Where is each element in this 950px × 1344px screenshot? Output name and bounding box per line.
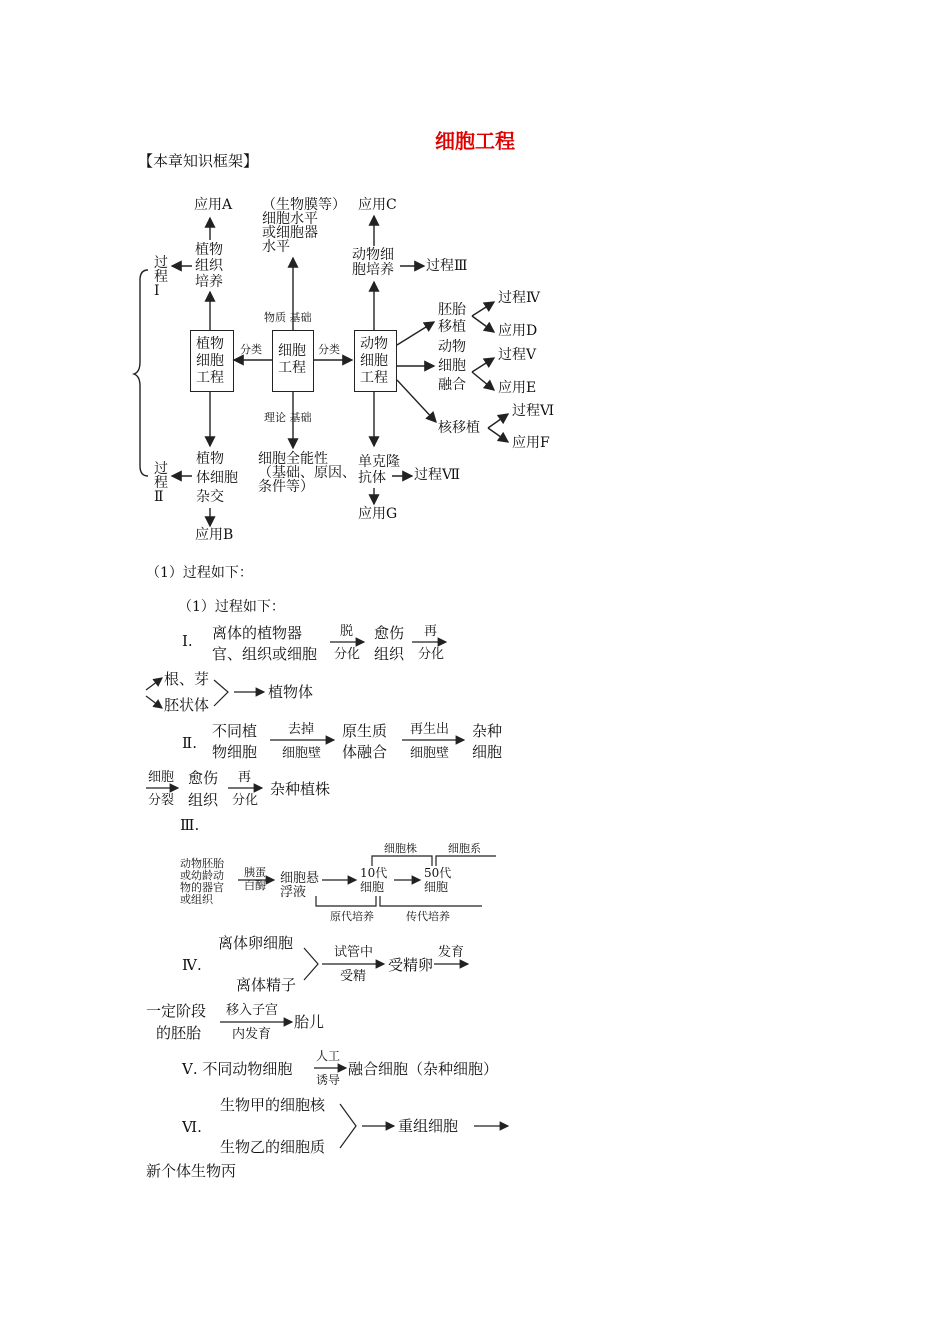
root-shoot: 根、芽 [164,670,210,688]
certain-stage: 一定阶段 [146,1002,207,1020]
intro-text-2: （1）过程如下： [178,599,285,615]
classify-left-label: 分类 [240,343,262,356]
application-f: 应用F [512,435,550,451]
fiftieth-generation-cells: 50代 细胞 [424,866,452,894]
isolated-sperm: 离体精子 [236,976,297,994]
process-1-source-line2: 官、组织或细胞 [212,645,318,663]
develop-label: 发育 [438,945,465,960]
membrane-level: （生物膜等） 细胞水平 或细胞器 水平 [262,197,346,255]
application-g: 应用G [358,506,398,522]
zygote: 受精卵 [388,956,434,974]
process-3-label: 过程Ⅲ [426,258,468,274]
cell-division-top: 细胞 [148,770,175,785]
intro-text-1: （1）过程如下： [146,565,253,581]
process-4-number: Ⅳ. [182,956,202,974]
page-title: 细胞工程 [435,129,515,153]
classify-right-label: 分类 [318,343,340,356]
callus2-line2: 组织 [188,791,219,809]
artificial-label: 人工 [316,1049,341,1063]
animal-tissue-source: 动物胚胎 或幼龄动 物的器官 或组织 [180,857,224,906]
process-6-label: 过程Ⅵ [512,403,555,419]
redifferentiation-top: 再 [424,624,438,639]
plant-tissue-culture: 植物 组织 培养 [195,242,223,290]
different-plant-line2: 物细胞 [212,743,258,761]
different-plant-line1: 不同植 [212,722,258,740]
plant-cell-engineering-box: 植物 细胞 工程 [190,330,234,392]
dedifferentiation-top: 脱 [340,624,354,639]
process-2-number: Ⅱ. [182,734,197,752]
process-5-text: Ⅴ. 不同动物细胞 [182,1060,293,1078]
animal-cell-engineering-box: 动物 细胞 工程 [354,330,397,392]
monoclonal-antibody: 单克隆 抗体 [358,454,400,486]
cell-suspension: 细胞悬 浮液 [280,871,320,900]
process-3-number: Ⅲ. [180,816,200,834]
redifferentiation-bottom: 分化 [418,647,445,662]
hybrid-cell-line2: 细胞 [472,743,503,761]
remove-wall-top: 去掉 [288,722,315,737]
embryo-transfer: 胚胎 移植 [438,302,466,335]
process-5-label: 过程Ⅴ [498,347,537,363]
redifferentiation2-bottom: 分化 [232,793,259,808]
cell-strain-label: 细胞株 [384,842,417,855]
protoplast-line1: 原生质 [342,722,388,740]
embryo: 的胚胎 [156,1024,202,1042]
transfer-uterus-top: 移入子宫 [226,1003,279,1018]
nucleus-of-a: 生物甲的细胞核 [220,1096,326,1114]
regenerate-wall-top: 再生出 [410,722,450,737]
fetus: 胎儿 [294,1013,325,1031]
primary-culture-label: 原代培养 [330,910,374,923]
embryoid: 胚状体 [164,696,210,714]
theory-basis: 理论 基础 [264,411,312,424]
redifferentiation2-top: 再 [238,770,252,785]
cell-division-bottom: 分裂 [148,793,175,808]
transfer-uterus-bottom: 内发育 [232,1027,272,1042]
reconstructed-cell: 重组细胞 [398,1117,459,1135]
process-4-label: 过程Ⅳ [498,290,540,306]
dedifferentiation-bottom: 分化 [334,647,361,662]
trypsin-label: 胰蛋 白酶 [244,866,266,892]
material-basis: 物质 基础 [264,311,312,324]
process-1-number: Ⅰ. [182,632,193,650]
isolated-egg: 离体卵细胞 [218,934,294,952]
subculture-label: 传代培养 [406,910,450,923]
process-1-source-line1: 离体的植物器 [212,624,303,642]
hybrid-cell-line1: 杂种 [472,722,503,740]
in-vitro-bottom: 受精 [340,969,367,984]
application-d: 应用D [498,323,538,339]
remove-wall-bottom: 细胞壁 [282,746,322,761]
cell-engineering-box: 细胞 工程 [272,330,314,392]
process-6-number: Ⅵ. [182,1118,202,1136]
application-b: 应用B [195,527,234,543]
callus-line2: 组织 [374,645,405,663]
new-organism: 新个体生物丙 [146,1162,237,1180]
protoplast-line2: 体融合 [342,743,388,761]
hybrid-plant: 杂种植株 [270,780,331,798]
cell-totipotency: 细胞全能性 （基础、原因、 条件等） [258,451,356,495]
cytoplasm-of-b: 生物乙的细胞质 [220,1138,326,1156]
application-c: 应用C [358,197,397,213]
animal-cell-culture: 动物细 胞培养 [352,247,394,278]
induction-label: 诱导 [316,1073,341,1087]
callus-line1: 愈伤 [374,624,405,642]
application-e: 应用E [498,380,537,396]
process-7-label: 过程Ⅶ [414,467,461,483]
cell-line-label: 细胞系 [448,842,481,855]
section-heading: 【本章知识框架】 [138,152,259,170]
animal-cell-fusion: 动物 细胞 融合 [438,339,466,393]
application-a: 应用A [194,197,233,213]
process-2-label: 过 程 Ⅱ [154,461,168,505]
callus2-line1: 愈伤 [188,769,219,787]
nuclear-transfer: 核移植 [438,420,480,436]
plant-somatic-hybridization: 植物 体细胞 杂交 [196,451,238,505]
process-1-label: 过 程 Ⅰ [154,255,168,299]
regenerate-wall-bottom: 细胞壁 [410,746,450,761]
in-vitro-top: 试管中 [334,945,374,960]
fused-cell: 融合细胞（杂种细胞） [348,1060,499,1078]
tenth-generation-cells: 10代 细胞 [360,866,388,894]
plant-body: 植物体 [268,683,314,701]
